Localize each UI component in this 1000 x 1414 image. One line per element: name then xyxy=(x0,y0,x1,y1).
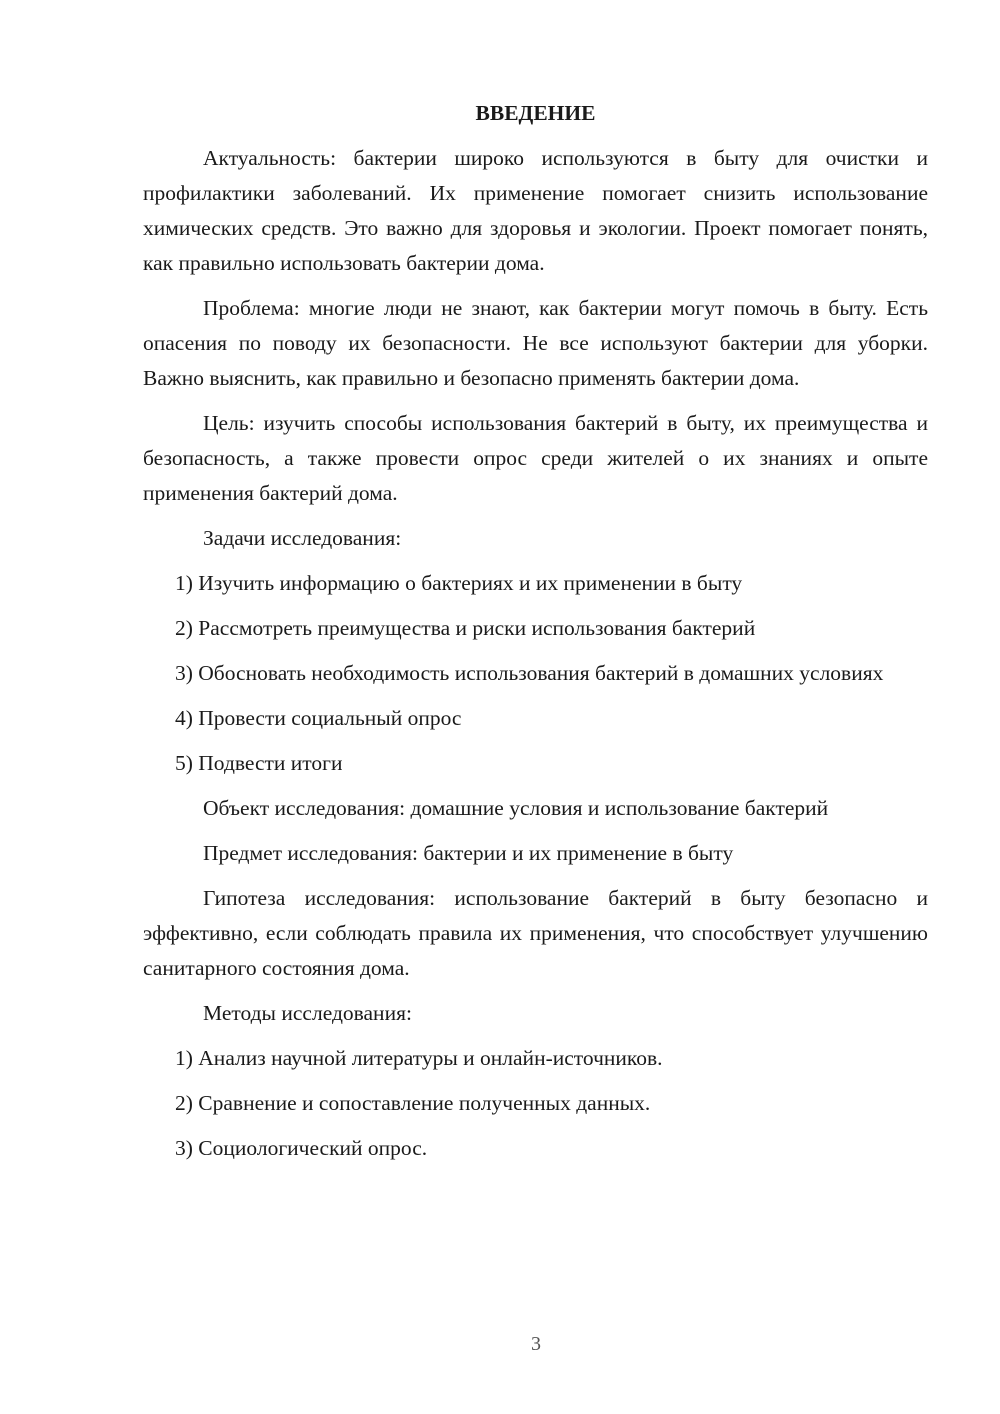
relevance-paragraph: Актуальность: бактерии широко используются в быту для очистки и профилактики заболеваний. Их применение помогает снизить использование химических средств. Это важно для здоровья и экологии. Проект помогает понять, как правильно использовать бактерии дома. xyxy=(143,146,928,275)
task-item: 5) Подвести итоги xyxy=(175,751,343,775)
methods-heading: Методы исследования: xyxy=(203,1001,412,1025)
tasks-heading: Задачи исследования: xyxy=(203,526,402,550)
section-title: ВВЕДЕНИЕ xyxy=(475,101,596,125)
method-item: 3) Социологический опрос. xyxy=(175,1136,428,1160)
task-item: 2) Рассмотреть преимущества и риски использования бактерий xyxy=(175,616,756,640)
object-line: Объект исследования: домашние условия и использование бактерий xyxy=(203,796,829,820)
problem-paragraph: Проблема: многие люди не знают, как бактерии могут помочь в быту. Есть опасения по поводу их безопасности. Не все используют бактерии для уборки. Важно выяснить, как правильно и безопасно применять бактерии дома. xyxy=(143,296,928,390)
subject-line: Предмет исследования: бактерии и их применение в быту xyxy=(203,841,734,865)
document-page xyxy=(143,96,928,1176)
task-item: 1) Изучить информацию о бактериях и их применении в быту xyxy=(175,571,743,595)
page-number: 3 xyxy=(531,1333,541,1355)
task-item: 3) Обосновать необходимость использования бактерий в домашних условиях xyxy=(175,661,884,685)
hypothesis-paragraph: Гипотеза исследования: использование бактерий в быту безопасно и эффективно, если соблюдать правила их применения, что способствует улучшению санитарного состояния дома. xyxy=(143,886,928,980)
goal-paragraph: Цель: изучить способы использования бактерий в быту, их преимущества и безопасность, а также провести опрос среди жителей о их знаниях и опыте применения бактерий дома. xyxy=(143,411,928,505)
task-item: 4) Провести социальный опрос xyxy=(175,706,462,730)
method-item: 2) Сравнение и сопоставление полученных данных. xyxy=(175,1091,651,1115)
method-item: 1) Анализ научной литературы и онлайн-источников. xyxy=(175,1046,663,1070)
